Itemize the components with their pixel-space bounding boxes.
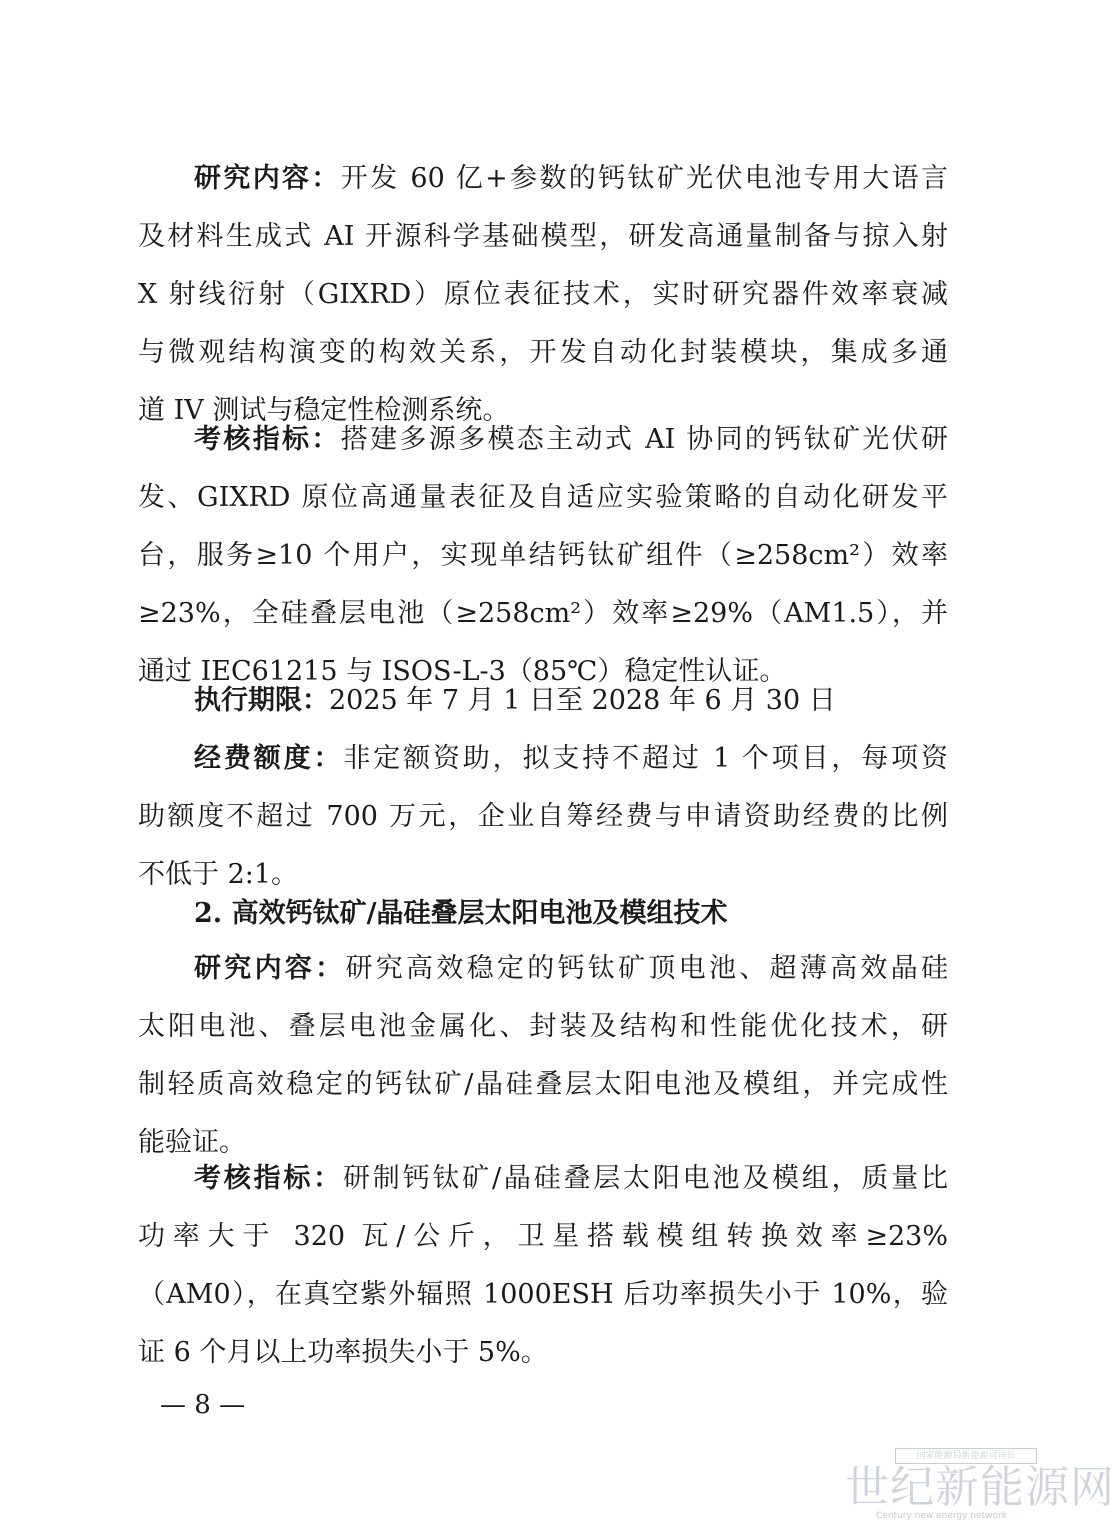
text-line: 不低于 2:1。 bbox=[138, 859, 299, 890]
text-line: 道 IV 测试与稳定性检测系统。 bbox=[138, 395, 510, 426]
text-line: （AM0），在真空紫外辐照 1000ESH 后功率损失小于 10%，验 bbox=[138, 1279, 948, 1310]
section-2-heading: 2. 高效钙钛矿/晶硅叠层太阳电池及模组技术 bbox=[194, 898, 728, 929]
text-line: 证 6 个月以上功率损失小于 5%。 bbox=[138, 1337, 548, 1368]
text-line: ≥23%，全硅叠层电池（≥258cm²）效率≥29%（AM1.5），并 bbox=[138, 598, 948, 629]
period-paragraph bbox=[138, 672, 948, 730]
text-line: 考核指标：研制钙钛矿/晶硅叠层太阳电池及模组，质量比 bbox=[194, 1163, 948, 1194]
watermark-subtitle: Century new energy network bbox=[876, 1511, 1007, 1521]
text-line: 能验证。 bbox=[138, 1127, 246, 1158]
text-line: 研究内容：研究高效稳定的钙钛矿顶电池、超薄高效晶硅 bbox=[194, 953, 949, 984]
research-content-label: 研究内容： bbox=[194, 163, 341, 194]
watermark-logo-text: 世纪新能源网 bbox=[845, 1462, 1115, 1513]
watermark-caption: 国家能源局新能源司司长 bbox=[895, 1448, 1037, 1464]
text-line: X 射线衍射（GIXRD）原位表征技术，实时研究器件效率衰减 bbox=[138, 279, 948, 310]
assessment-label: 考核指标： bbox=[194, 1163, 343, 1194]
section-heading bbox=[138, 885, 948, 943]
assessment-label: 考核指标： bbox=[194, 424, 341, 455]
funding-label: 经费额度： bbox=[194, 743, 344, 774]
text-line: 台，服务≥10 个用户，实现单结钙钛矿组件（≥258cm²）效率 bbox=[138, 540, 948, 571]
page-number: — 8 — bbox=[160, 1390, 246, 1420]
text-line: 制轻质高效稳定的钙钛矿/晶硅叠层太阳电池及模组，并完成性 bbox=[138, 1069, 948, 1100]
text-line: 执行期限：2025 年 7 月 1 日至 2028 年 6 月 30 日 bbox=[194, 685, 836, 716]
research-content-paragraph-2 bbox=[138, 940, 948, 1172]
text-line: 及材料生成式 AI 开源科学基础模型，研发高通量制备与掠入射 bbox=[138, 221, 948, 252]
text-line: 研究内容：开发 60 亿+参数的钙钛矿光伏电池专用大语言 bbox=[194, 163, 948, 194]
text-line: 发、GIXRD 原位高通量表征及自适应实验策略的自动化研发平 bbox=[138, 482, 948, 513]
text-line: 助额度不超过 700 万元，企业自筹经费与申请资助经费的比例 bbox=[138, 801, 948, 832]
text-line: 经费额度：非定额资助，拟支持不超过 1 个项目，每项资 bbox=[194, 743, 949, 774]
text-line: 太阳电池、叠层电池金属化、封装及结构和性能优化技术，研 bbox=[138, 1011, 948, 1042]
text-line: 通过 IEC61215 与 ISOS-L-3（85℃）稳定性认证。 bbox=[138, 656, 787, 687]
text-line: 考核指标：搭建多源多模态主动式 AI 协同的钙钛矿光伏研 bbox=[194, 424, 948, 455]
period-label: 执行期限： bbox=[194, 685, 329, 716]
assessment-paragraph-1 bbox=[138, 411, 948, 701]
text-line: 功率大于 320 瓦/公斤，卫星搭载模组转换效率≥23% bbox=[138, 1221, 948, 1252]
research-content-paragraph-1 bbox=[138, 150, 948, 440]
funding-paragraph bbox=[138, 730, 948, 904]
assessment-paragraph-2 bbox=[138, 1150, 948, 1382]
research-content-label: 研究内容： bbox=[194, 953, 346, 984]
text-line: 与微观结构演变的构效关系，开发自动化封装模块，集成多通 bbox=[138, 337, 948, 368]
